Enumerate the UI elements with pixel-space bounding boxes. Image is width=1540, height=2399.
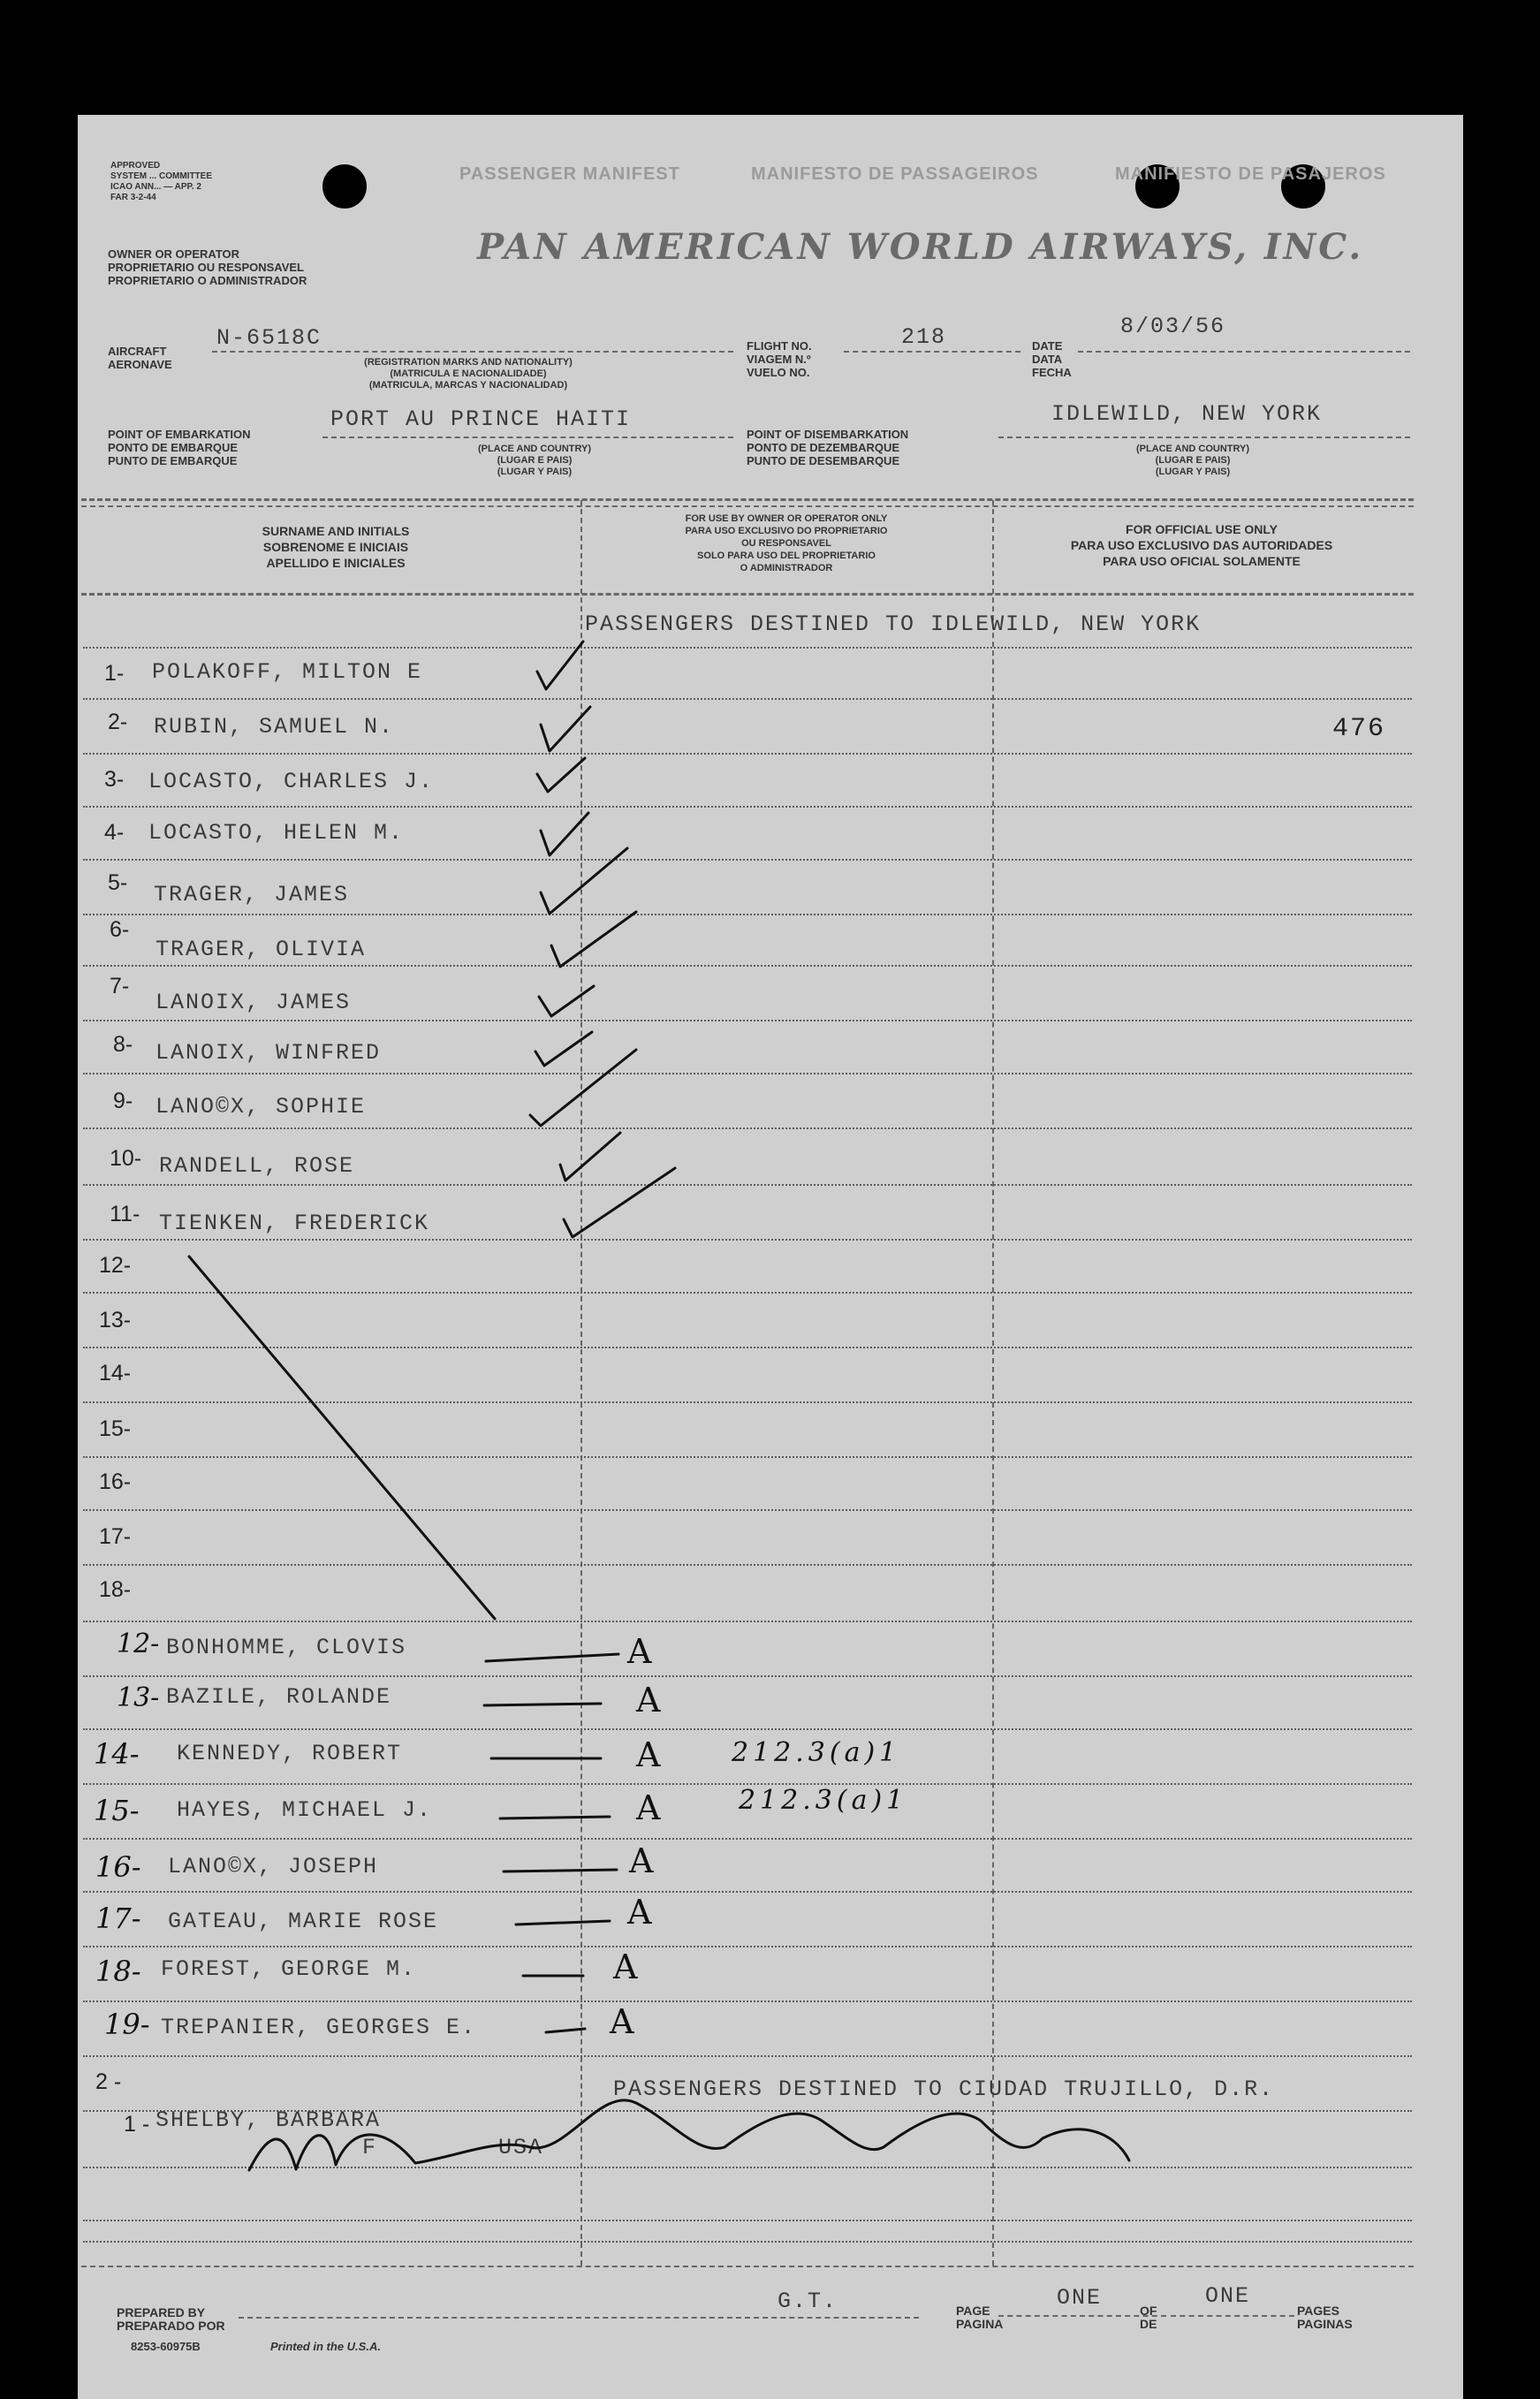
approval-block: APPROVED SYSTEM ... COMMITTEE ICAO ANN... — APP. 2 FAR 3-2-44: [110, 161, 213, 202]
passenger-name: POLAKOFF, MILTON E: [152, 659, 423, 685]
row-number: 12-: [99, 1253, 132, 1278]
row-number-handwritten: 15-: [94, 1794, 140, 1827]
passenger-name: RANDELL, ROSE: [159, 1153, 355, 1179]
passenger-name: FOREST, GEORGE M.: [161, 1956, 417, 1982]
check-mark: [530, 1050, 636, 1126]
pages-value: ONE: [1205, 2283, 1251, 2309]
passenger-name: TRAGER, JAMES: [154, 882, 350, 907]
embarkation-place-note: (PLACE AND COUNTRY) (LUGAR E PAIS) (LUGAR Y PAIS): [477, 444, 592, 477]
passenger-sex: F: [362, 2135, 378, 2160]
arrow-line: [500, 1817, 610, 1818]
page-value: ONE: [1057, 2285, 1103, 2311]
row-number-handwritten: 19-: [104, 2008, 150, 2041]
row-number-handwritten: 18-: [95, 1955, 141, 1988]
printed-note: Printed in the U.S.A.: [270, 2340, 381, 2353]
status-mark: A: [636, 1735, 661, 1774]
row-number: 7-: [110, 974, 130, 998]
passenger-name: LOCASTO, HELEN M.: [148, 820, 405, 846]
of-label: OF DE: [1140, 2304, 1157, 2331]
status-mark: A: [627, 1893, 652, 1932]
passenger-name: TRAGER, OLIVIA: [156, 937, 367, 962]
check-mark: [537, 758, 585, 792]
check-mark: [539, 986, 594, 1016]
col1-header: SURNAME AND INITIALS SOBRENOME E INICIAIS APELLIDO E INICIALES: [262, 524, 410, 570]
scribble-strike: [249, 2100, 1129, 2170]
row-number-handwritten: 12-: [117, 1628, 160, 1659]
arrow-line: [486, 1654, 618, 1661]
passenger-name: LANO©X, JOSEPH: [168, 1854, 379, 1879]
passenger-name: KENNEDY, ROBERT: [177, 1741, 403, 1766]
row-number: 14-: [99, 1361, 132, 1385]
check-mark: [541, 848, 627, 914]
row-number: 6-: [110, 917, 130, 942]
passenger-name: LANOIX, WINFRED: [156, 1040, 382, 1066]
check-mark: [541, 813, 588, 855]
passenger-name: TREPANIER, GEORGES E.: [161, 2015, 477, 2040]
status-mark: A: [610, 2002, 634, 2041]
prepared-label: PREPARED BY PREPARADO POR: [117, 2305, 225, 2333]
check-mark: [564, 1168, 675, 1237]
handwritten-note: 212.3(a)1: [732, 1737, 901, 1768]
flight-label: FLIGHT NO. VIAGEM N.º VUELO NO.: [747, 339, 812, 379]
status-mark: A: [627, 1632, 652, 1671]
section-heading-idlewild: PASSENGERS DESTINED TO IDLEWILD, NEW YORK: [585, 611, 1202, 637]
row-number: 3-: [104, 767, 125, 792]
passenger-name: LANO©X, SOPHIE: [156, 1094, 367, 1120]
passenger-name: BAZILE, ROLANDE: [166, 1684, 392, 1710]
passenger-name: LOCASTO, CHARLES J.: [148, 769, 435, 794]
embarkation-label: POINT OF EMBARKATION PONTO DE EMBARQUE PUNTO DE EMBARQUE: [108, 428, 251, 467]
row-number: 9-: [113, 1089, 133, 1113]
check-mark: [537, 642, 583, 689]
handwritten-note: 212.3(a)1: [739, 1785, 908, 1816]
row-number: 2 -: [95, 2069, 122, 2094]
check-mark: [535, 1032, 592, 1066]
check-mark: [551, 912, 636, 967]
row-number: 13-: [99, 1308, 132, 1332]
aircraft-value: N-6518C: [216, 325, 322, 351]
passenger-nationality: USA: [498, 2135, 544, 2160]
registration-note: (REGISTRATION MARKS AND NATIONALITY) (MATRICULA E NACIONALIDADE) (MATRICULA, MARCAS Y NACIONALIDAD): [364, 357, 573, 391]
passenger-name: GATEAU, MARIE ROSE: [168, 1909, 439, 1934]
title-english: PASSENGER MANIFEST: [459, 164, 680, 184]
pages-label: PAGES PAGINAS: [1297, 2304, 1353, 2331]
arrow-line: [484, 1704, 601, 1705]
passenger-name: TIENKEN, FREDERICK: [159, 1211, 430, 1236]
disembarkation-value: IDLEWILD, NEW YORK: [1051, 401, 1323, 427]
row-number: 11-: [110, 1202, 140, 1226]
arrow-line: [504, 1870, 617, 1871]
passenger-name: SHELBY, BARBARA: [156, 2107, 382, 2133]
embarkation-value: PORT AU PRINCE HAITI: [330, 406, 632, 432]
official-number: 476: [1332, 714, 1386, 744]
passenger-name: HAYES, MICHAEL J.: [177, 1797, 433, 1823]
date-value: 8/03/56: [1120, 314, 1226, 339]
passenger-name: RUBIN, SAMUEL N.: [154, 714, 395, 740]
passenger-name: BONHOMME, CLOVIS: [166, 1635, 407, 1660]
row-number: 15-: [99, 1416, 132, 1441]
arrow-line: [546, 2029, 585, 2032]
flight-value: 218: [901, 324, 947, 350]
row-number-handwritten: 17-: [95, 1902, 141, 1935]
col2-header: FOR USE BY OWNER OR OPERATOR ONLY PARA USO EXCLUSIVO DO PROPRIETARIO OU RESPONSAVEL SOLO PARA USO DEL PROPRIETARIO O ADMINISTRADOR: [685, 513, 888, 573]
row-number: 2-: [108, 710, 128, 734]
row-number-handwritten: 16-: [95, 1850, 141, 1884]
page-label: PAGE PAGINA: [956, 2304, 1004, 2331]
arrow-line: [516, 1921, 610, 1925]
aircraft-label: AIRCRAFT AERONAVE: [108, 345, 172, 371]
row-number: 16-: [99, 1469, 132, 1494]
row-number: 8-: [113, 1032, 133, 1057]
row-number: 17-: [99, 1524, 132, 1549]
row-number: 5-: [108, 870, 128, 895]
check-mark: [560, 1133, 620, 1181]
disembarkation-place-note: (PLACE AND COUNTRY) (LUGAR E PAIS) (LUGAR Y PAIS): [1135, 444, 1250, 477]
check-mark: [541, 707, 590, 751]
passenger-name: LANOIX, JAMES: [156, 990, 352, 1015]
date-label: DATE DATA FECHA: [1032, 339, 1072, 379]
row-number: 10-: [110, 1146, 142, 1171]
prepared-value: G.T.: [778, 2289, 838, 2314]
status-mark: A: [636, 1788, 661, 1827]
row-number: 1-: [104, 661, 125, 686]
status-mark: A: [613, 1947, 638, 1986]
title-spanish: MANIFIESTO DE PASAJEROS: [1115, 164, 1386, 184]
row-number-handwritten: 14-: [94, 1737, 140, 1771]
form-number: 8253-60975B: [131, 2340, 201, 2353]
owner-value: PAN AMERICAN WORLD AIRWAYS, INC.: [477, 226, 1364, 268]
section-heading-trujillo: PASSENGERS DESTINED TO CIUDAD TRUJILLO, D.R.: [613, 2076, 1275, 2102]
title-portuguese: MANIFESTO DE PASSAGEIROS: [751, 164, 1039, 184]
row-number-handwritten: 13-: [117, 1682, 160, 1713]
status-mark: A: [636, 1681, 661, 1720]
owner-label: OWNER OR OPERATOR PROPRIETARIO OU RESPONSAVEL PROPRIETARIO O ADMINISTRADOR: [108, 247, 307, 287]
diagonal-strike: [189, 1256, 495, 1619]
col3-header: FOR OFFICIAL USE ONLY PARA USO EXCLUSIVO DAS AUTORIDADES PARA USO OFICIAL SOLAMENTE: [1070, 522, 1333, 568]
disembarkation-label: POINT OF DISEMBARKATION PONTO DE DEZEMBARQUE PUNTO DE DESEMBARQUE: [747, 428, 909, 467]
row-number: 18-: [99, 1577, 132, 1602]
row-number: 4-: [104, 820, 125, 845]
status-mark: A: [629, 1841, 654, 1880]
row-number: 1 -: [124, 2112, 150, 2137]
